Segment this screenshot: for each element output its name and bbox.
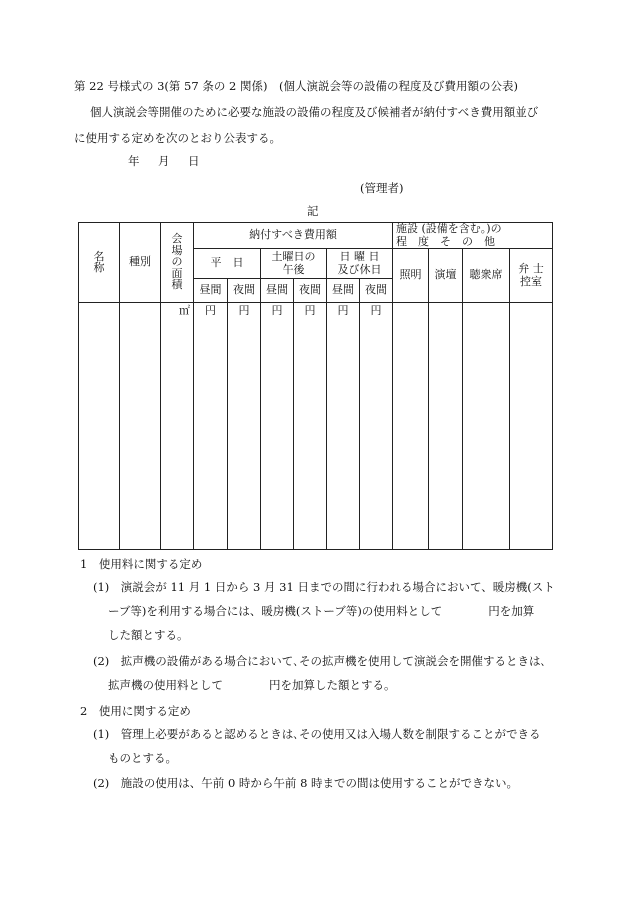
sunday-night-header: 夜間	[360, 279, 393, 303]
intro-text-line-2: に使用する定めを次のとおり公表する。	[74, 131, 281, 145]
section-2-title: 2 使用に関する定め	[80, 704, 191, 718]
lawyer-room-cell	[510, 303, 553, 550]
facility-header-line-2: 程 度 そ の 他	[396, 234, 495, 248]
manager-label: (管理者)	[360, 181, 404, 195]
section-1-item-1	[93, 579, 555, 595]
item-number: (2)	[93, 654, 110, 668]
date-month: 月	[158, 154, 170, 168]
item-text: 施設の使用は、午前 0 時から午前 8 時までの間は使用することができない。	[120, 776, 519, 790]
weekday-day-cell: 円	[194, 303, 228, 550]
audience-cell	[463, 303, 510, 550]
name-cell	[79, 303, 120, 550]
audience-header: 聴衆席	[463, 249, 510, 303]
date-year: 年	[128, 154, 140, 168]
fee-header: 納付すべき費用額	[194, 223, 393, 249]
saturday-night-cell: 円	[294, 303, 327, 550]
item-text: 拡声機の設備がある場合において､その拡声機を使用して演説会を開催するときは､	[120, 654, 547, 668]
sunday-header: 日 曜 日 及び休日	[327, 249, 393, 279]
fee-table	[78, 222, 553, 550]
saturday-day-cell: 円	[261, 303, 294, 550]
sunday-night-cell: 円	[360, 303, 393, 550]
section-1-title: 1 使用料に関する定め	[80, 557, 203, 571]
section-1-item-1-line-3: した額とする。	[108, 628, 189, 642]
type-cell	[120, 303, 161, 550]
section-2-item-1-line-2: ものとする。	[108, 751, 177, 765]
section-1-item-2-line-2: 拡声機の使用料として 円を加算した額とする。	[108, 678, 396, 692]
saturday-header: 土曜日の 午後	[261, 249, 327, 279]
section-2-item-2	[93, 775, 518, 791]
date-day: 日	[188, 154, 200, 168]
facility-header-line-1: 施設 (設備を含む。)の	[396, 222, 502, 235]
saturday-day-header: 昼間	[261, 279, 294, 303]
item-text: 演説会が 11 月 1 日から 3 月 31 日までの間に行われる場合において、暖房機(スト	[120, 580, 555, 594]
area-header: 会場の面積	[161, 223, 194, 303]
sunday-day-header: 昼間	[327, 279, 360, 303]
intro-text-line-1: 個人演説会等開催のために必要な施設の設備の程度及び候補者が納付すべき費用額並び	[90, 105, 539, 119]
weekday-header: 平 日	[194, 249, 261, 279]
type-header: 種別	[120, 223, 161, 303]
ki-label: 記	[307, 204, 319, 218]
section-2-item-1	[93, 726, 541, 742]
section-1-item-2	[93, 653, 546, 669]
item-number: (1)	[93, 580, 110, 594]
sunday-day-cell: 円	[327, 303, 360, 550]
item-number: (1)	[93, 727, 110, 741]
podium-header: 演壇	[429, 249, 463, 303]
lighting-header: 照明	[393, 249, 429, 303]
form-heading: 第 22 号様式の 3(第 57 条の 2 関係) (個人演説会等の設備の程度及び費用額の公表)	[74, 79, 518, 93]
saturday-night-header: 夜間	[294, 279, 327, 303]
weekday-day-header: 昼間	[194, 279, 228, 303]
item-number: (2)	[93, 776, 110, 790]
weekday-night-cell: 円	[228, 303, 261, 550]
area-cell: ㎡	[161, 303, 194, 550]
lawyer-room-header: 弁 士 控室	[510, 249, 553, 303]
podium-cell	[429, 303, 463, 550]
weekday-night-header: 夜間	[228, 279, 261, 303]
name-header: 名 称	[79, 223, 120, 303]
facility-header	[393, 223, 553, 249]
date-line	[128, 153, 218, 169]
section-1-item-1-line-2: ーブ等)を利用する場合には、暖房機(ストーブ等)の使用料として 円を加算	[108, 604, 535, 618]
lighting-cell	[393, 303, 429, 550]
item-text: 管理上必要があると認めるときは､その使用又は入場人数を制限することができる	[120, 727, 541, 741]
